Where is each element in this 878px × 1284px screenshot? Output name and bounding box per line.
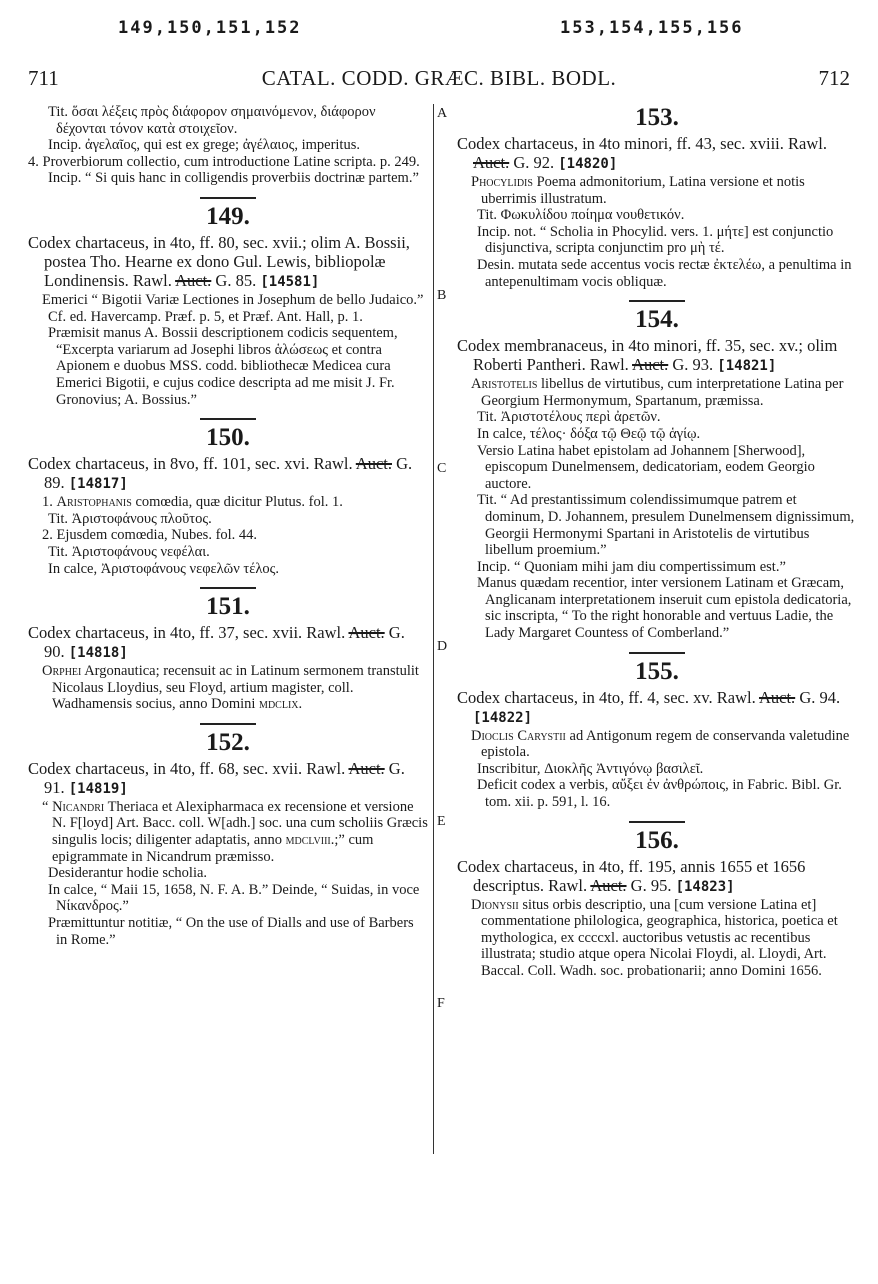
- margin-letter-b: B: [437, 288, 447, 303]
- entry-text: Tit. “ Ad prestantissimum colendissimumque patrem et dominum, D. Johannem, presulem Dunelmensem dignissimum, Georgii Hermonymi Spartani in Aristotelis de virtutibus libellum proemium.”: [477, 492, 855, 559]
- handwritten-shelfmark: [14819]: [68, 780, 128, 797]
- item-2-calce: In calce, Ἀριστοφάνους νεφελῶν τέλος.: [48, 560, 279, 577]
- handwritten-shelfmark: [14817]: [68, 476, 128, 493]
- entry-number: 155.: [635, 657, 679, 685]
- margin-letter-f: F: [437, 996, 445, 1011]
- entry-153: [457, 104, 857, 290]
- entry-heading: Codex chartaceus, in 4to minori, ff. 43, sec. xviii. Rawl. Auct. G. 92. [14820]: [457, 134, 827, 172]
- entry-continuation: [28, 104, 428, 187]
- margin-letter-d: D: [437, 639, 448, 654]
- entry-text: In calce, τέλος· δόξα τῷ Θεῷ τῷ ἁγίῳ.: [477, 425, 701, 442]
- handwritten-folio-right: 153,154,155,156: [560, 18, 744, 38]
- incipit-line: Incip. ἀγελαῖος, qui est ex grege; ἀγέλαιος, imperitus.: [48, 137, 360, 154]
- entry-text: Tit. Ἀριστοτέλους περὶ ἀρετῶν.: [477, 409, 661, 426]
- page-title: CATAL. CODD. GRÆC. BIBL. BODL.: [261, 66, 617, 90]
- entry-number: 154.: [635, 306, 679, 334]
- entry-152: [28, 723, 428, 948]
- entry-separator: [629, 652, 685, 654]
- entry-number: 149.: [206, 202, 250, 230]
- item-2: 2. Ejusdem comœdia, Nubes. fol. 44.: [42, 527, 258, 544]
- entry-separator: [200, 587, 256, 589]
- item-4: 4. Proverbiorum collectio, cum introductione Latine scripta. p. 249.: [28, 153, 420, 170]
- margin-letter-a: A: [437, 106, 448, 121]
- entry-154: [457, 300, 857, 642]
- left-column: [28, 104, 428, 948]
- entry-text: Inscribitur, Διοκλῆς Ἀντιγόνῳ βασιλεῖ.: [477, 760, 704, 777]
- entry-text: Desin. mutata sede accentus vocis rectæ ἐκτελέω, a penultima in antepenultimam vocis obliquæ.: [477, 256, 852, 290]
- entry-155: [457, 652, 857, 811]
- entry-heading: Codex chartaceus, in 4to, ff. 195, annis 1655 et 1656 descriptus. Rawl. Auct. G. 95. [14823]: [457, 856, 806, 895]
- entry-149: [28, 197, 428, 408]
- page-number-right: 712: [818, 66, 850, 90]
- handwritten-shelfmark: [14820]: [558, 156, 618, 172]
- entry-text: Deficit codex a verbis, αὔξει ἐν ἀνθρώποις, in Fabric. Bibl. Gr. tom. xii. p. 591, l. 16.: [477, 777, 842, 811]
- entry-text: Emerici “ Bigotii Variæ Lectiones in Josephum de bello Judaico.”: [42, 291, 424, 308]
- handwritten-shelfmark: [14821]: [717, 358, 777, 375]
- entry-number: 153.: [635, 104, 679, 131]
- entry-number: 150.: [206, 424, 250, 452]
- entry-heading: Codex chartaceus, in 8vo, ff. 101, sec. xvi. Rawl. Auct. G. 89. [14817]: [28, 454, 413, 493]
- handwritten-folio-left: 149,150,151,152: [118, 18, 302, 38]
- entry-text: Manus quædam recentior, inter versionem Latinam et Græcam, Anglicanam interpretationem inseruit cum epistola dedicatoria, sic inscripta, “ To the right honorable and vertuus Ladie, the Lady Margaret Countess of Comberland.”: [477, 575, 852, 642]
- entry-text: Cf. ed. Havercamp. Præf. p. 5, et Præf. Ant. Hall, p. 1.: [48, 308, 363, 325]
- entry-text: Dioclis Carystii ad Antigonum regem de conservanda valetudine epistola.: [471, 727, 850, 761]
- entry-156: [457, 821, 857, 980]
- item-1-title: Tit. Ἀριστοφάνους πλοῦτος.: [48, 510, 212, 527]
- entry-separator: [629, 821, 685, 823]
- entry-text: In calce, “ Maii 15, 1658, N. F. A. B.” Deinde, “ Suidas, in voce Νίκανδρος.”: [48, 881, 420, 915]
- entry-text: Versio Latina habet epistolam ad Johannem [Sherwood], episcopum Dunelmensem, dedicatoriam, eodem Georgio auctore.: [477, 442, 815, 492]
- handwritten-shelfmark: [14581]: [260, 273, 320, 290]
- page-number-left: 711: [28, 66, 59, 90]
- handwritten-shelfmark: [14822]: [473, 709, 533, 726]
- entry-text: Præmittuntur notitiæ, “ On the use of Dialls and use of Barbers in Rome.”: [48, 915, 414, 948]
- entry-number: 152.: [206, 728, 250, 756]
- entry-number: 151.: [206, 593, 250, 621]
- entry-text: Desiderantur hodie scholia.: [48, 865, 208, 882]
- entry-separator: [200, 197, 256, 199]
- running-header: [28, 66, 850, 92]
- entry-151: [28, 587, 428, 713]
- item-4-incipit: Incip. “ Si quis hanc in colligendis proverbiis doctrinæ partem.”: [48, 170, 419, 187]
- entry-text: Incip. not. “ Scholia in Phocylid. vers. 1. μήτε] est conjunctio disjunctiva, scripta conjunctim pro μὴ τέ.: [477, 223, 834, 257]
- handwritten-shelfmark: [14823]: [675, 878, 735, 895]
- entry-text: Aristotelis libellus de virtutibus, cum interpretatione Latina per Georgium Hermonymum, Spartanum, præmissa.: [471, 376, 844, 409]
- entry-separator: [200, 418, 256, 420]
- entry-text: Dionysii situs orbis descriptio, una [cum versione Latina et] commentatione philologica, geographica, historica, poetica et mythologica, ex ccccxl. auctoribus vetustis ac recentibus illustrata; studio atque opera Nicolai Floydi, al. Lloydi, Art. Baccal. Coll. Wadh. soc. probationarii; anno Domini 1656.: [471, 896, 838, 979]
- entry-150: [28, 418, 428, 577]
- entry-text: Tit. Φωκυλίδου ποίημα νουθετικόν.: [477, 207, 685, 224]
- entry-separator: [200, 723, 256, 725]
- item-1: 1. Aristophanis comœdia, quæ dicitur Plutus. fol. 1.: [42, 494, 343, 511]
- entry-heading: Codex membranaceus, in 4to minori, ff. 35, sec. xv.; olim Roberti Pantheri. Rawl. Auct. G. 93. [14821]: [457, 336, 838, 375]
- column-divider: [433, 104, 434, 1154]
- entry-text: “ Nicandri Theriaca et Alexipharmaca ex recensione et versione N. F[loyd] Art. Bacc. coll. W[adh.] soc. una cum scholiis Græcis singulis locis; diligenter adaptatis, anno mdclviii.;” cum epigrammate in Nicandrum præmisso.: [42, 798, 428, 865]
- entry-text: Præmisit manus A. Bossii descriptionem codicis sequentem, “Excerpta variarum ad Josephi libros ἁλώσεως et contra Apionem e duobus MSS. codd. bibliothecæ Medicea cura Emerici Bigotii, e cujus codice descripta ad me misit J. Fr. Gronovius; A. Bossius.”: [48, 325, 398, 408]
- entry-text: Phocylidis Poema admonitorium, Latina versione et notis uberrimis illustratum.: [471, 174, 805, 207]
- entry-heading: Codex chartaceus, in 4to, ff. 68, sec. xvii. Rawl. Auct. G. 91. [14819]: [28, 758, 405, 797]
- entry-heading: Codex chartaceus, in 4to, ff. 80, sec. xvii.; olim A. Bossii, postea Tho. Hearne ex dono Gul. Lewis, bibliopolæ Londinensis. Rawl. Auct. G. 85. [14581]: [28, 232, 410, 290]
- entry-text: Orphei Argonautica; recensuit ac in Latinum sermonem transtulit Nicolaus Lloydius, seu Floyd, artium magister, coll. Wadhamensis socius, anno Domini mdclix.: [42, 663, 419, 713]
- margin-letter-e: E: [437, 814, 446, 829]
- entry-number: 156.: [635, 826, 679, 854]
- right-column: [457, 104, 857, 980]
- entry-heading: Codex chartaceus, in 4to, ff. 4, sec. xv. Rawl. Auct. G. 94. [14822]: [457, 687, 841, 726]
- title-line: Tit. ὅσαι λέξεις πρὸς διάφορον σημαινόμενον, διάφορον δέχονται τόνον κατὰ στοιχεῖον.: [48, 104, 376, 137]
- handwritten-shelfmark: [14818]: [68, 645, 128, 662]
- item-2-title: Tit. Ἀριστοφάνους νεφέλαι.: [48, 543, 210, 560]
- entry-separator: [629, 300, 685, 302]
- entry-heading: Codex chartaceus, in 4to, ff. 37, sec. xvii. Rawl. Auct. G. 90. [14818]: [28, 623, 405, 662]
- margin-letter-c: C: [437, 461, 447, 476]
- entry-text: Incip. “ Quoniam mihi jam diu compertissimum est.”: [477, 558, 786, 575]
